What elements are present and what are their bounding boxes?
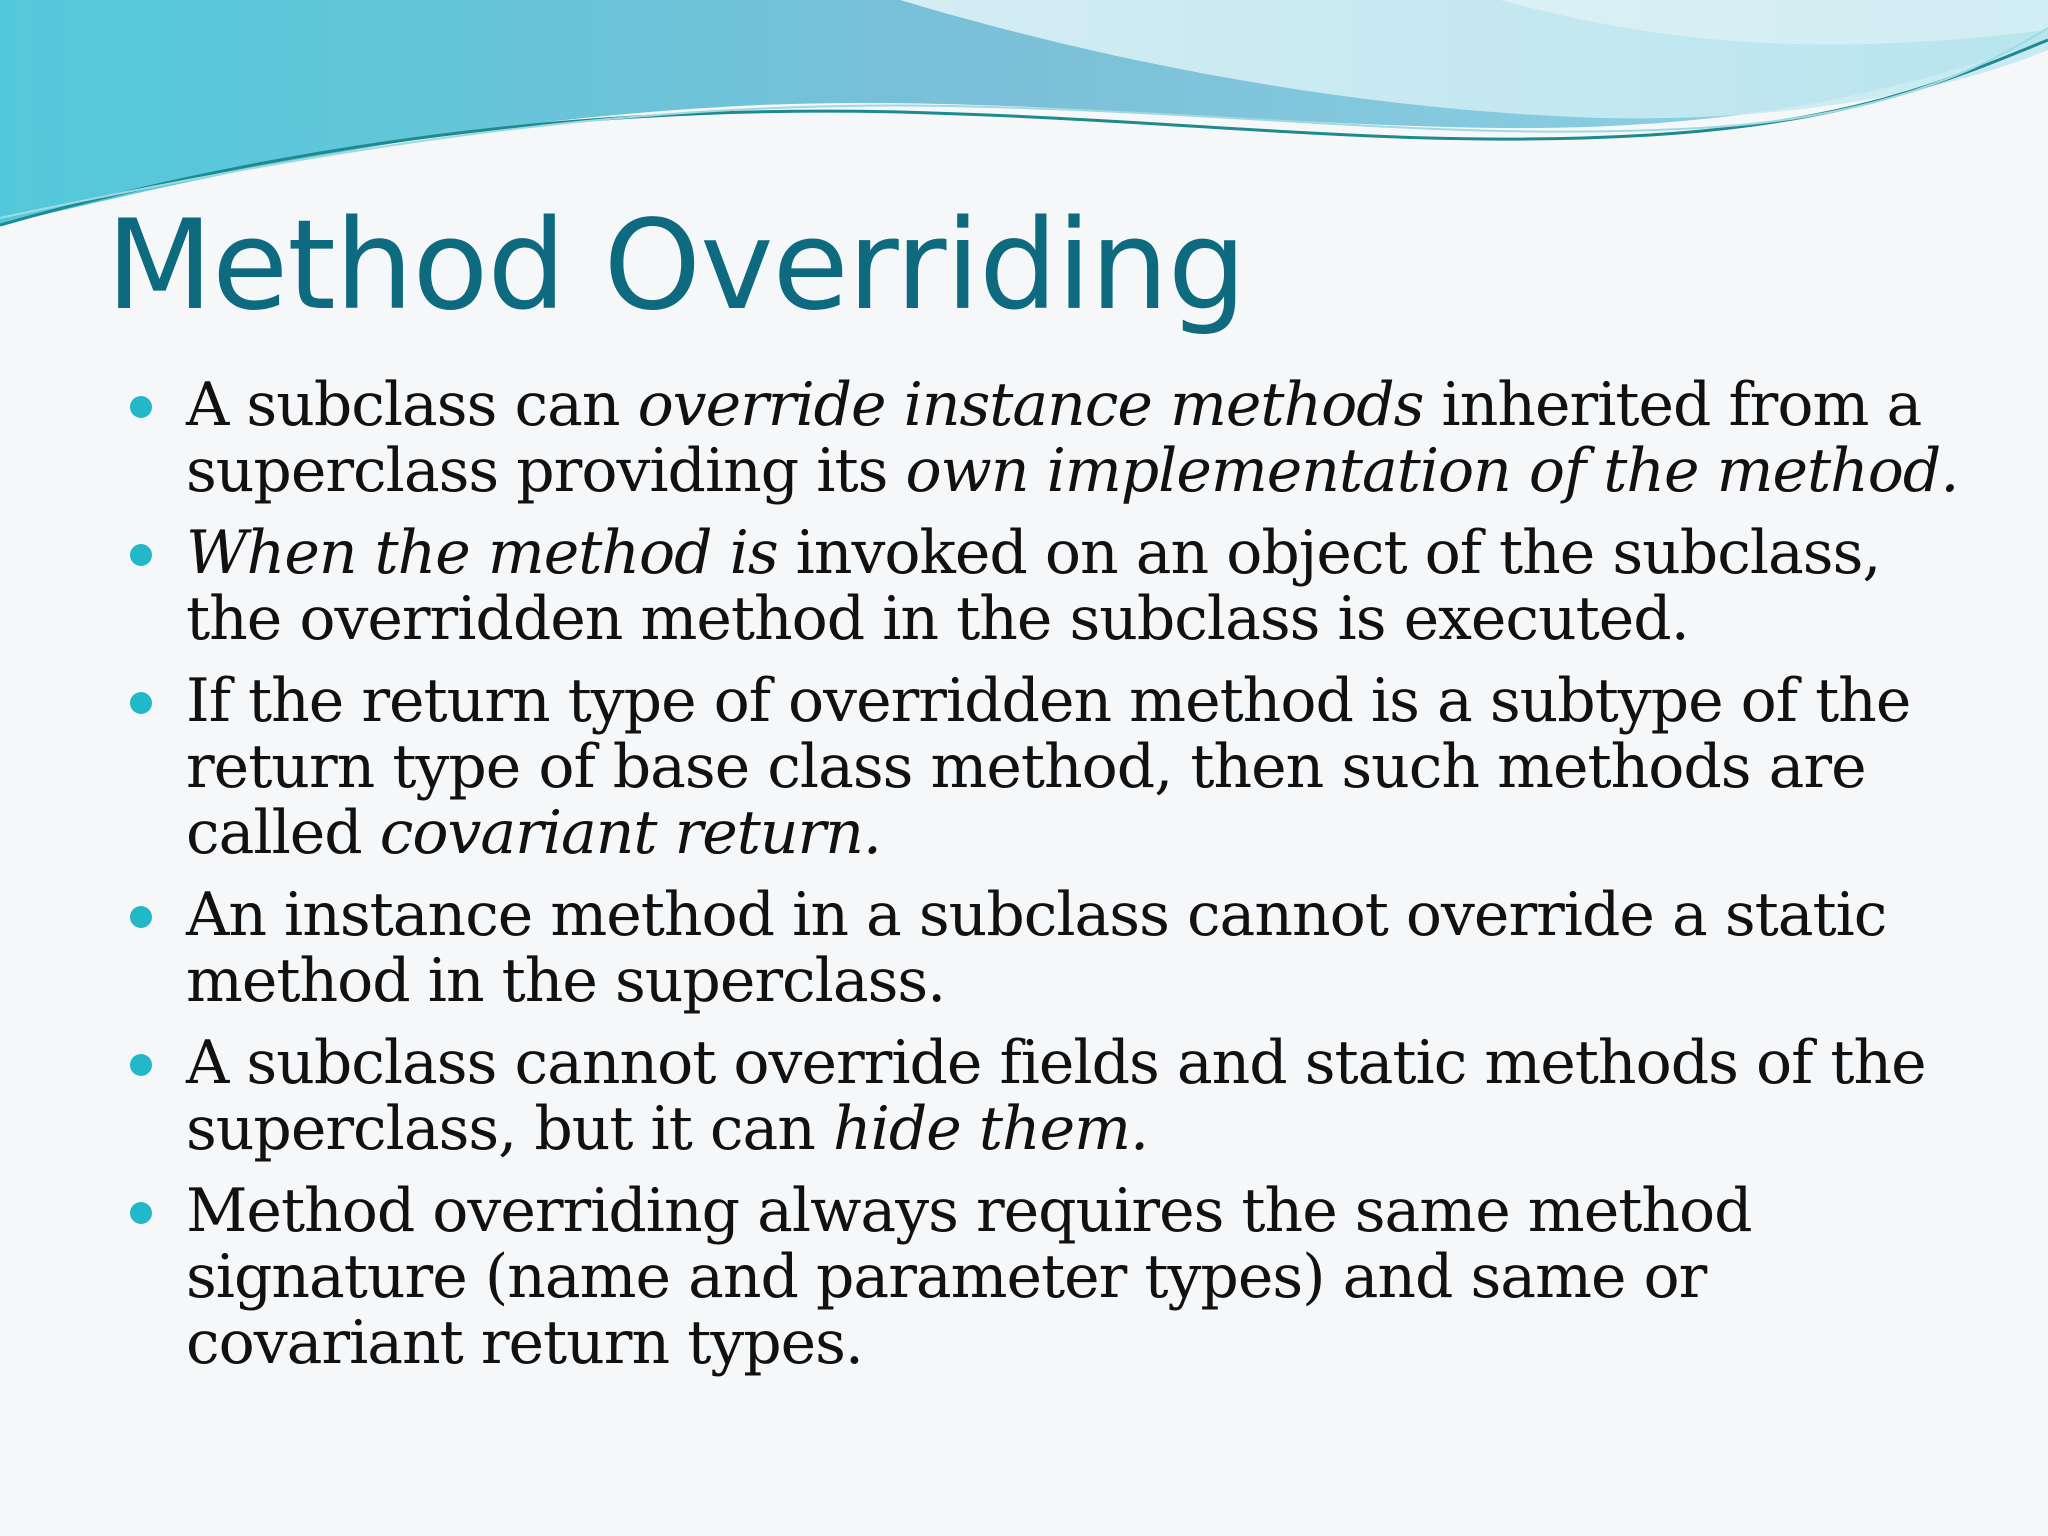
text: covariant return types. xyxy=(186,1308,863,1378)
text: If the return type of overridden method is a subtype of the xyxy=(186,666,1911,736)
bullet-dot-icon xyxy=(130,692,152,714)
bullet-item xyxy=(124,1030,2004,1162)
italic-text: hide them. xyxy=(833,1094,1149,1164)
bullet-line xyxy=(186,668,2004,734)
bullet-item xyxy=(124,1178,2004,1376)
text: the overridden method in the subclass is executed. xyxy=(186,584,1689,654)
bullet-line xyxy=(186,1030,2004,1096)
bullet-line xyxy=(186,734,2004,800)
text: method in the superclass. xyxy=(186,946,946,1016)
italic-text: covariant return. xyxy=(379,798,881,868)
bullet-line xyxy=(186,882,2004,948)
text: A subclass can xyxy=(186,370,638,440)
bullet-line xyxy=(186,948,2004,1014)
italic-text: own implementation of the method. xyxy=(905,436,1959,506)
italic-text: override instance methods xyxy=(637,370,1424,440)
bullet-line xyxy=(186,372,2004,438)
text: signature (name and parameter types) and same or xyxy=(186,1242,1707,1312)
bullet-line xyxy=(186,800,2004,866)
bullet-line xyxy=(186,1096,2004,1162)
bullet-dot-icon xyxy=(130,396,152,418)
text: superclass providing its xyxy=(186,436,906,506)
bullet-dot-icon xyxy=(130,906,152,928)
bullet-dot-icon xyxy=(130,1202,152,1224)
bullet-line xyxy=(186,438,2004,504)
bullet-dot-icon xyxy=(130,1054,152,1076)
text: Method overriding always requires the same method xyxy=(186,1176,1752,1246)
bullet-line xyxy=(186,586,2004,652)
bullet-dot-icon xyxy=(130,544,152,566)
text: return type of base class method, then such methods are xyxy=(186,732,1866,802)
text: An instance method in a subclass cannot override a static xyxy=(186,880,1887,950)
italic-text: When the method is xyxy=(186,518,778,588)
text: inherited from a xyxy=(1423,370,1922,440)
text: superclass, but it can xyxy=(186,1094,834,1164)
slide-title: Method Overriding xyxy=(106,194,1246,338)
text: A subclass cannot override fields and static methods of the xyxy=(186,1028,1926,1098)
bullet-item xyxy=(124,520,2004,652)
bullet-line xyxy=(186,1310,2004,1376)
bullet-item xyxy=(124,372,2004,504)
bullet-line xyxy=(186,520,2004,586)
bullet-line xyxy=(186,1178,2004,1244)
text: called xyxy=(186,798,380,868)
bullet-item xyxy=(124,882,2004,1014)
bullet-item xyxy=(124,668,2004,866)
text: invoked on an object of the subclass, xyxy=(777,518,1881,588)
bullet-line xyxy=(186,1244,2004,1310)
bullet-list xyxy=(124,372,2004,1392)
